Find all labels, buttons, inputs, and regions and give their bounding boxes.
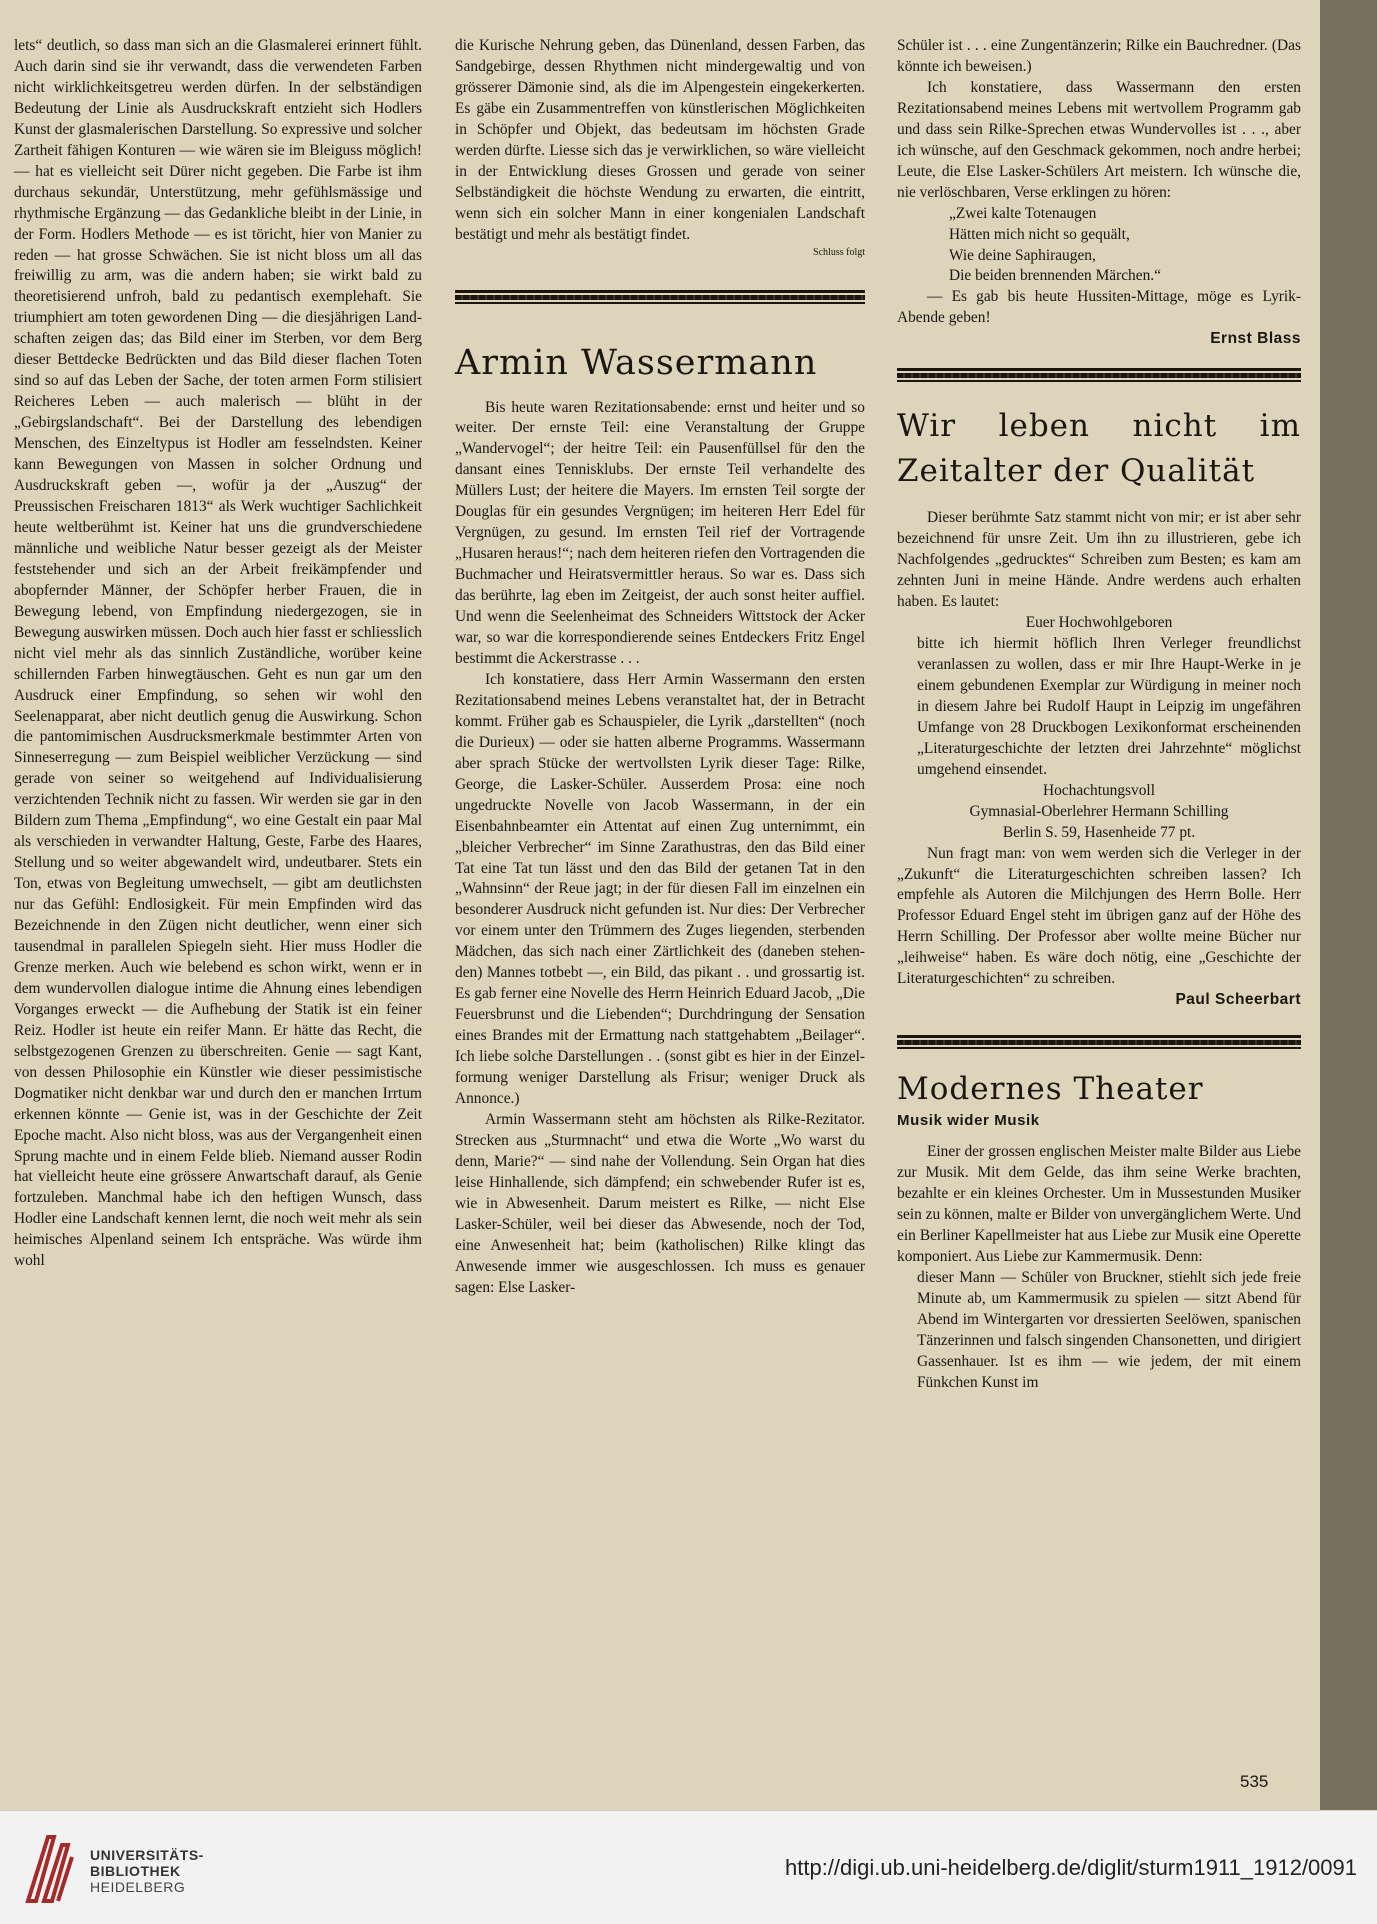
section-divider — [897, 368, 1301, 382]
author-signature: Ernst Blass — [1210, 330, 1301, 348]
continued-note: Schluss folgt — [813, 246, 865, 258]
letter-salutation: Euer Hochwohlgeboren — [1025, 614, 1173, 632]
column-1 — [14, 36, 422, 1272]
article-paragraph: Einer der grossen englischen Meister malte Bilder aus Liebe zur Musik. Mit dem Gelde, das ihm seine Werke brachten, bezahlte er ein kleines Orchester. Um in Mussestunden Musiker sein zu können, malte er Bilder von unvergänglichem Werte. Und ein Berliner Kapellmeister hat aus Liebe zur Musik eine Operette komponiert. Aus Liebe zur Kammermusik. Denn: — [897, 1143, 1301, 1265]
article-headline-wassermann: Armin Wassermann — [455, 342, 818, 383]
hodler-article-continuation: lets“ deutlich, so dass man sich an die Glasmalerei erinnert fühlt. Auch darin sind sie ihr verwandt, dass die verwendeten Farben nicht wirklichkeitsgetreu werden dürfen. In der selbständigen Bedeutung der Linie als Ausdruckskraft entzieht sich Hodlers Kunst der glasmalerischen Darstellung. So expressive und solcher Zartheit fähigen Konturen — wie wären sie im Bleiguss möglich! — hat es vielleicht seit Dürer nicht gegeben. Die Farbe ist ihm durchaus sekundär, Unterstützung, mehr gefühlsmässige und rhythmische Ergänzung — das Gedankliche bleibt in der Linie, in der Form. Hodlers Methode — es ist töricht, hier von Manier zu reden — hat grosse Schwächen. Sie ist nicht bloss um all das freiwillig zu arm, was die andern haben; sie wirkt bald zu theoretisierend unfroh, bald zu pedantisch exemplehaft. Sie triumphiert am toten gewordenen Ding — die diesjährigen Landschaften zeigen das; das Bild einer im Sterben, vor dem Berg dieser Bettdecke Bedrückten und das Bild dieser flachen Toten sind so auf das Leben der Sache, der toten armen Form stilisiert Reicheres Leben — auch malerisch — blüht in der „Gebirgslandschaft“. Bei der Darstellung des lebendigen Menschen, des Einzeltypus ist Hodler am fesselndsten. Keiner kann Bewegungen von Massen in solcher Ordnung und Ausdruckskraft geben —, wofür ja der „Auszug“ der Preussischen Freischaren 1813“ als Werk wuchtiger Sachlichkeit heute weltberühmt ist. Keiner hat uns die grundverschiedene männliche und weibliche Natur besser gezeigt als der Meister feststehender und sich an der Arbeit freikämpfender und abopfernder Männer, der Schöpfer herber Frauen, die in Bewegung lebend, von Empfindung niedergezogen, sie in Bewegung auswirken müssen. Doch auch hier fasst er schliesslich nicht viel mehr als das sinnlich Zuständliche, worüber keine schillernden Farben hinwegtäuschen. Geht es nun gar um den Ausdruck einer Empfindung, so sehen wir wohl den Seelenapparat, aber nicht deutlich genug die Auswirkung. Schon die pantomimischen Ausdrucksmerkmale bestimmter Arten von Sinneserregung — zum Beispiel weiblicher Verzückung — sind gerade von seiner so weitgehend auf Individualisierung verzichtenden Technik nicht zu fassen. Wir werden sie gar in den Bildern zum Thema „Empfindung“, wo eine Gestalt ein paar Mal als verschieden in verwandter Haltung, Geste, Farbe des Haares, Stellung und so weiter abgewandelt wird, undeutbarer. Stets ein Ton, etwas von Begleitung umwechselt, — gibt am deutlichsten nur das Gefühl: Endlosigkeit. Für mein Empfinden wird das Bezeichnende in den Zügen nicht deutlicher, wenn einer sich tausendmal in parallelen Spiegeln sieht. Hier muss Hodler die Grenze merken. Auch wie belebend es schon wirkt, wenn er in dem wundervollen dialogue intime die Ahnung eines lebendigen Vorganges erweckt — die Aufhebung der Statik ist ein feiner Reiz. Hodler ist heute ein reifer Mann. Er hätte das Recht, die selbstgezogenen Grenzen zu überschreiten. Genie — sagt Kant, von dessen Philosophie ein Künstler wie dieser pessimistische Dogmatiker nicht denkbar war und durch den er manchen Irrtum erkennen könnte — Genie ist, was in der Geschichte der Zeit Epoche macht. Also nicht bloss, was aus der Vergangenheit einen Sprung machte und in einem Felde blieb. Niemand ausser Rodin hat vielleicht heute eine grössere Anwartschaft darauf, als Genie fortzuleben. Manchmal habe ich den heftigen Wunsch, dass Hodler eine Landschaft kennen lernt, die noch weit mehr als sein heimisches Alpenland seinem Ich entspräche. Was würde ihm wohl — [14, 37, 422, 1270]
article-paragraph: Ich konstatiere, dass Herr Armin Wassermann den ersten Rezitationsabend meines Lebens veranstaltet hat, der in Betracht kommt. Früher gab es Schauspieler, die Lyrik „darstellten“ (noch die Durieux) — oder sie hatten alberne Programms. Wassermann aber sprach Stücke der wertvollsten Lyrik dieser Tage: Rilke, George, die Lasker-Schüler. Ausserdem Prosa: eine noch ungedruckte Novelle von Jacob Wassermann, in der ein Eisenbahnbeamter ein Attentat auf einen Zug unternimmt, ein „bleicher Verbrecher“ im Sinne Zarathustras, den das Bild einer Tat eine Tat tun lässt und den das Bild der getanen Tat in den „Wahnsinn“ der Reue jagt; in der für diesen Fall im einzelnen ein besonderer Ausdruck nicht gefunden ist. Nur dies: Der Verbrecher vor einem unter den Trümmern des Zuges liegenden, sterbenden Mädchen, das sich nach einer Zärtlichkeit des (daneben stehenden) Mannes totbebt —, ein Bild, das pikant . . und grossartig ist. Es gab ferner eine Novelle des Herrn Heinrich Eduard Jacob, „Die Feuersbrunst und die Liebenden“; Durchdringung der Sensation eines Brandes mit der Ermattung nach stattgehabtem „Beilager“. Ich liebe solche Darstellungen . . (sonst gibt es hier in der Einzelformung weniger Darstellung als Frisur; weniger Druck als Annonce.) — [455, 670, 865, 1107]
section-divider — [455, 290, 865, 304]
article-paragraph: Armin Wassermann steht am höchsten als Rilke-Rezitator. Strecken aus „Sturmnacht“ und etwa die Worte „Wo warst du denn, Marie?“ — sind nahe der Vollendung. Sein Organ hat dies leise Hinhallende, sich dämpfend; ein schwebender Rufer ist es, wie in Abwesenheit. Darum meistert es Rilke, — nicht Else Lasker-Schüler, weil bei dieser das Abwesende, noch der Tod, eine Anwesenheit hat; beim (katholischen) Rilke klingt das Anwesende immer wie ausgeschlossen. Ich muss es genauer sagen: Else Lasker- — [455, 1110, 865, 1296]
article-headline-qualitaet: Wir leben nicht im Zeitalter der Qualität — [897, 408, 1301, 490]
article-paragraph: Nun fragt man: von wem werden sich die Verleger in der „Zukunft“ die Literaturgeschichten schreiben lassen? Ich empfehle als Autoren die Milchjungen des Herrn Bolle. Herr Professor Eduard Engel steht im übrigen ganz auf der Höhe des Herrn Schilling. Der Professor aber wollte meine Bücher nur „leihweise“ haben. Es wäre doch nötig, eine „Geschichte der Literaturgeschichten“ zu schreiben. — [897, 844, 1301, 988]
source-url-link[interactable]: http://digi.ub.uni-heidelberg.de/diglit/sturm1911_1912/0091 — [785, 1855, 1357, 1880]
letter-sender: Gymnasial-Oberlehrer Hermann Schilling — [969, 802, 1229, 820]
article-paragraph: dieser Mann — Schüler von Bruckner, stiehlt sich jede freie Minute ab, um Kammermusik zu spielen — sitzt Abend für Abend im Wintergarten vor dressierten Seelöwen, spanischen Tänzerinnen und falsch singenden Chansonetten, und dirigiert Gassenhauer. Ist es ihm — wie jedem, der mit einem Fünkchen Kunst im — [917, 1268, 1301, 1391]
article-paragraph: Dieser berühmte Satz stammt nicht von mir; er ist aber sehr bezeichnend für unsre Zeit. Um ihn zu illustrieren, gebe ich Nachfolgendes „gedrucktes“ Schreiben zum Besten; es kam am zehnten Juni in meine Hände. Andre werdens auch erhalten haben. Es lautet: — [897, 509, 1301, 611]
library-name-line: HEIDELBERG — [90, 1879, 186, 1895]
poem-line: Wie deine Saphiraugen, — [949, 246, 1096, 264]
poem-line: Die beiden brennenden Märchen.“ — [949, 267, 1161, 285]
page-number: 535 — [1240, 1772, 1269, 1791]
scan-edge — [1320, 0, 1377, 1810]
article-paragraph: — Es gab bis heute Hussiten-Mittage, möge es Lyrik-Abende geben! — [897, 288, 1301, 327]
article-paragraph: Ich konstatiere, dass Wassermann den ersten Rezitationsabend meines Lebens mit wertvollem Programm gab und dass sein Rilke-Sprechen etwas Wundervolles ist . . ., aber ich wünsche, auf den Geschmack gekommen, noch andre herbei; Leute, die Else Lasker-Schülers Art meistern. Ich wünsche die, nie verlöschbaren, Verse erklingen zu hören: — [897, 78, 1301, 201]
poem-quote — [897, 204, 1301, 288]
letter-closing: Hochachtungsvoll — [1043, 781, 1155, 799]
library-name-line: UNIVERSITÄTS- — [90, 1847, 204, 1863]
letter-body: bitte ich hiermit höflich Ihren Verleger freundlichst veranlassen zu wollen, dass er mir Ihre Haupt-Werke in je einem gebundenen Exemplar zur Würdigung in meiner noch in diesem Jahre bei Rudolf Haupt in Leipzig im ungefähren Umfange von 28 Druckbogen Lexikonformat erscheinenden „Literaturgeschichte der letzten drei Jahrzehnte“ möglichst umgehend einsendet. — [917, 635, 1301, 778]
column-2 — [455, 36, 865, 1299]
poem-line: „Zwei kalte Totenaugen — [949, 204, 1097, 222]
library-name — [90, 1847, 204, 1895]
article-paragraph: Bis heute waren Rezitationsabende: ernst und heiter und so weiter. Der ernste Teil: eine Veranstaltung der Gruppe „Wandervogel“; der heitre Teil: ein Pausenfüllsel für den the dansant eines Tennisklubs. Der ernste Teil verhandelte des Müllers Lust; der heitere die Mayers. Im ernsten Teil sorgte der Douglas für ein gesundes Vergnügen; im heiteren Herr Edel für Vergnügen, zu gesund. Im ernsten Teil rief der Vortragende „Husaren heraus!“; nach dem heiteren riefen den Vortragenden die Buchmacher und Heiratsvermittler heraus. So war es. Dass sich das berührte, lag eben im Zeitgeist, der auch sonst heiter auffiel. Und wenn die Seelenheimat des Schneiders Wittstock der Acker war, so war die korrespondierende seines Entdeckers Fritz Engel bestimmt die Ackerstrasse . . . — [455, 398, 865, 667]
article-headline-theater: Modernes Theater — [897, 1071, 1204, 1108]
column-3 — [897, 36, 1301, 1394]
article-paragraph: Schüler ist . . . eine Zungentänzerin; Rilke ein Bauchredner. (Das könnte ich beweisen.) — [897, 37, 1301, 75]
library-logo-icon — [22, 1831, 78, 1905]
library-name-line: BIBLIOTHEK — [90, 1863, 181, 1879]
article-subheadline: Musik wider Musik — [897, 1112, 1040, 1130]
digitization-footer — [0, 1810, 1377, 1924]
author-signature: Paul Scheerbart — [1175, 991, 1301, 1009]
letter-address: Berlin S. 59, Hasenheide 77 pt. — [1002, 823, 1196, 841]
section-divider — [897, 1035, 1301, 1049]
hodler-article-ending: die Kurische Nehrung geben, das Dünenland, dessen Farben, das Sandgebirge, dessen Rhythmen nicht mindergewaltig und von grösserer Dämonie sind, als die im Alpengestein eingekerkerten. Es gäbe ein Zusammentreffen von künstlerischen Möglichkeiten in Schöpfer und Objekt, das bedeutsam im höchsten Grade werden dürfte. Liesse sich das je verwirklichen, so wäre vielleicht in der Entwicklung dieses Grossen und gerade von seiner Selbständigkeit die höchste Wendung zu erwarten, die eintritt, wenn sich ein solcher Mann in einer kongenialen Landschaft bestätigt und mehr als bestätigt findet. — [455, 37, 865, 243]
poem-line: Hätten mich nicht so gequält, — [949, 225, 1130, 243]
